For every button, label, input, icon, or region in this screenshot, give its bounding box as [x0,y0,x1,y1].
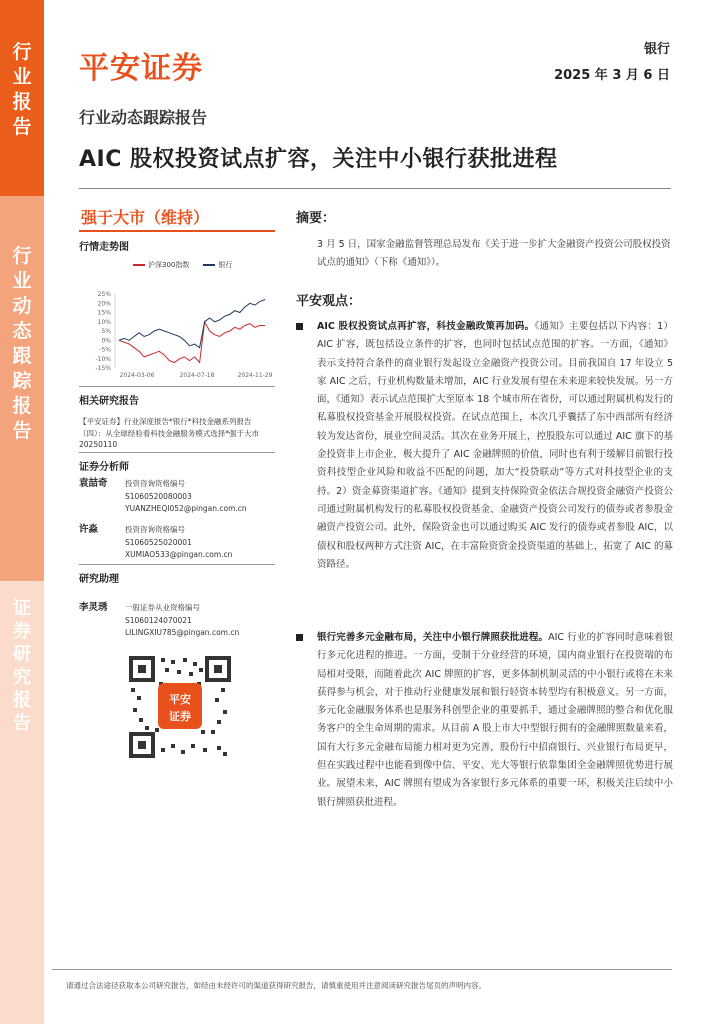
side-tab-dynamic-tracking [0,196,44,581]
analyst-cert-number: S1060520080003 [125,491,192,501]
y-tick-label: 10% [97,318,111,326]
series-line-index [119,322,265,363]
viewpoint-heading: 平安观点： [296,294,362,309]
title-divider [79,188,671,189]
summary-heading: 摘要： [296,211,336,226]
analyst-email: YUANZHEQI052@pingan.com.cn [125,504,247,513]
side-tab-char: 行 [12,245,32,267]
assistant-cert-label: 一般证券从业资格编号 [125,603,200,612]
side-tab-char: 究 [13,667,31,688]
viewpoint-bullet [296,629,673,812]
y-tick-label: -10% [95,355,111,363]
side-tab-char: 报 [13,690,31,711]
legend-item-index [133,260,189,270]
page-title: AIC 股权投资试点扩容，关注中小银行获批进程 [79,147,558,172]
bullet-text [317,318,673,574]
analyst-name: 袁喆奇 [79,478,108,489]
chart-legend [133,260,232,270]
side-tab-char: 告 [13,713,31,734]
chart-divider [79,386,275,387]
report-type: 行业动态跟踪报告 [79,108,208,127]
qr-brand-text-bottom: 证券 [169,710,191,723]
side-tab-industry-report [0,0,44,196]
legend-item-bank [203,260,232,270]
legend-swatch-bank [203,264,215,266]
rating-divider [79,230,275,232]
side-tab-char: 踪 [12,370,32,392]
rating-label: 强于大市（维持） [81,208,210,227]
bullet-body: 《通知》主要包括以下内容：1）AIC 扩容，既包括设立条件的扩容，也同时包括试点范围的扩容。一方面，《通知》表示支持符合条件的商业银行发起设立金融资产投资公司。目前我国自 17 年设立 5 家 AIC 之后，行业机构数量未增加，AIC 行业发展有望在未来迎来较快发展。另一方面，《通知》表示试点范围扩大至原本 18 个城市所在省份，可以通过附属机构发行的私募股权投资基金开展股权投资。在试点范围上，本次几乎囊括了东中西部所有经济较为发达省份，展业空间灵活。其次在业务开展上，控股股东可以通过 AIC 旗下的基金投资非上市企业，极大提升了 AIC 金融牌照的价值，同时也有利于缓解目前银行投资科技型企业风险和收益不匹配的问题，加大“投贷联动”等方式对科技型企业的支持。2）资金募资渠道扩容。《通知》提到支持保险资金依法合规投资金融资产投资公司通过附属机构发行的私募股权投资基金、金融资产投资公司发行的债券或者参股金融资产投资公司。此外，保险资金也可以通过购买 AIC 发行的债券或者参股 AIC，以债权和股权两种方式注资 AIC，在丰富险资资金投资渠道的基础上，拓宽了 AIC 的募资路径。 [317,321,674,570]
side-tab-securities-research [0,581,44,1024]
legend-swatch-index [133,264,145,266]
industry-label: 银行 [643,42,670,57]
series-line-bank [119,300,265,348]
x-tick-label: 2024-03-06 [119,372,155,379]
analyst-name: 许淼 [79,524,99,535]
bullet-lead: AIC 股权投资试点再扩容，科技金融政策再加码。 [317,321,535,332]
side-tab-char: 告 [12,116,32,138]
analysts-divider [79,564,275,565]
analyst-cert-label: 投资咨询资格编号 [125,525,185,534]
side-tab-char: 态 [12,320,32,342]
trend-chart-svg [79,254,275,384]
analyst-info [125,478,247,516]
side-tab-char: 动 [12,295,32,317]
x-tick-label: 2024-11-29 [237,372,273,379]
side-bar [0,0,44,1024]
market-trend-chart [79,254,275,384]
bullet-text [317,629,673,812]
y-tick-label: -15% [95,365,111,372]
x-tick-label: 2024-07-18 [179,372,215,379]
y-tick-label: 5% [101,328,111,335]
analysts-heading: 证券分析师 [79,462,129,473]
assistant-heading: 研究助理 [79,574,119,585]
assistant-cert-number: S1060124070021 [125,615,192,625]
side-tab-char: 研 [13,644,31,665]
related-research-text: 【平安证券】行业深度报告*银行*科技金融系列报告（四）：从全球经验看科技金融服务模式选择*强于大市 20250110 [79,417,259,449]
summary-text: 3 月 5 日，国家金融监督管理总局发布《关于进一步扩大金融资产投资公司股权投资试点的通知》（下称《通知》）。 [317,239,671,268]
bullet-body: AIC 行业的扩容同时意味着银行多元化进程的推进。一方面，受制于分业经营的环境，国内商业银行在投资端的布局相对受限，而随着此次 AIC 牌照的扩容，更多体制机制灵活的中小银行或将在未来获得参与机会，对于推动行业健康发展和银行轻资本转型均有积极意义。另一方面，多元化金融服务体系也是服务科创型企业的重要抓手，通过金融牌照的整合和优化服务客户的全生命周期的需求。从目前 A 股上市大中型银行拥有的金融牌照数量来看，国有大行多元金融布局能力相对更为完善，股份行中招商银行、兴业银行布局更早，但在实践过程中也能看到像中信、平安、光大等银行依靠集团全金融牌照优势进行展业。展望未来，AIC 牌照有望成为各家银行多元体系的重要一环，积极关注后续中小银行牌照获批进程。 [317,632,673,808]
viewpoint-bullet [296,318,673,574]
y-tick-label: -5% [99,346,111,354]
y-tick-label: 20% [97,300,111,308]
brand-logo: 平安证券 [79,51,203,86]
qr-code-svg [125,652,235,762]
legend-label-index: 沪深300指数 [148,261,190,269]
footer-divider [52,969,672,970]
related-divider [79,452,275,453]
analyst-info [125,524,232,562]
report-date: 2025 年 3 月 6 日 [554,68,670,83]
assistant-name: 李灵琇 [79,602,108,613]
bullet-lead: 银行完善多元金融布局，关注中小银行牌照获批进程。 [317,632,549,643]
y-tick-label: 0% [101,337,111,345]
side-tab-char: 报 [12,91,32,113]
y-tick-label: 25% [97,291,111,298]
side-tab-char: 告 [12,420,32,442]
y-tick-label: 15% [97,309,111,317]
legend-label-bank: 银行 [218,261,233,269]
bullet-square-icon [296,323,303,330]
side-tab-char: 报 [12,395,32,417]
market-trend-heading: 行情走势图 [79,242,129,253]
side-tab-char: 跟 [12,345,32,367]
related-research-heading: 相关研究报告 [79,396,139,407]
side-tab-char: 券 [13,621,31,642]
side-tab-char: 业 [12,66,32,88]
qr-brand-text-top: 平安 [169,693,191,706]
bullet-square-icon [296,634,303,641]
analyst-email: XUMIAO533@pingan.com.cn [125,550,233,559]
assistant-info [125,602,239,640]
side-tab-char: 证 [13,598,31,619]
analyst-cert-number: S1060525020001 [125,537,192,547]
footer-disclaimer: 请通过合法途径获取本公司研究报告，如经由未经许可的渠道获得研究报告，请慎重使用并注意阅读研究报告尾页的声明内容。 [66,981,486,990]
analyst-cert-label: 投资咨询资格编号 [125,479,185,488]
qr-code [125,652,235,762]
side-tab-char: 业 [12,270,32,292]
side-tab-char: 行 [12,41,32,63]
assistant-email: LILINGXIU785@pingan.com.cn [125,628,240,637]
